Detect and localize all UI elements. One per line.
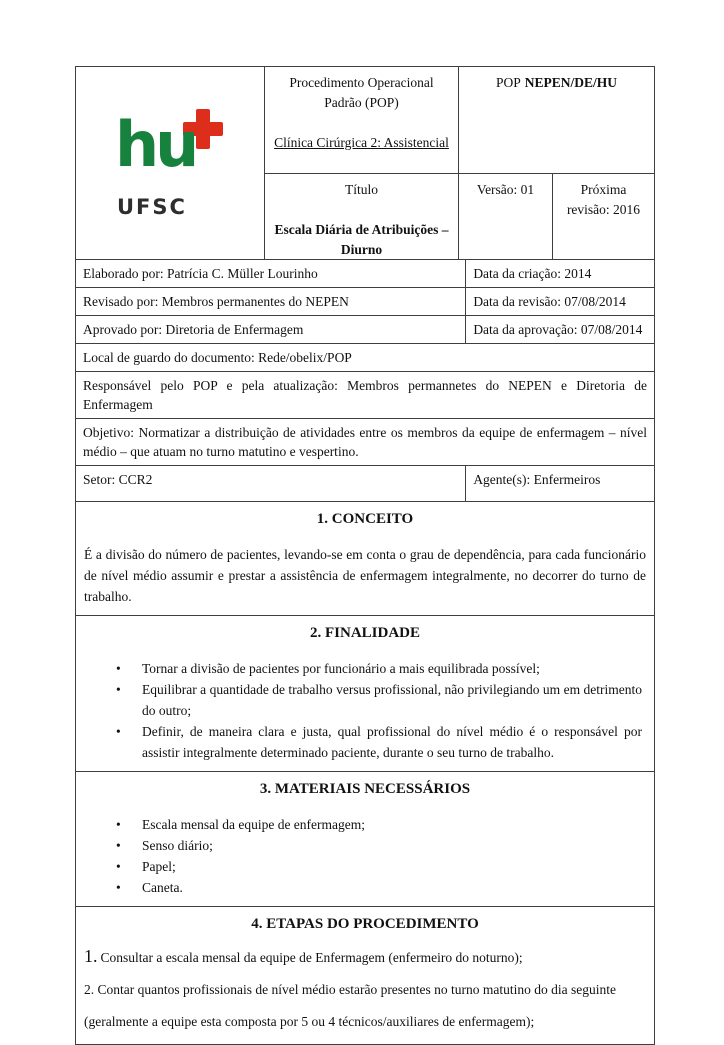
list-item: • Papel; bbox=[142, 856, 642, 877]
step-number: 1. bbox=[84, 946, 98, 966]
finalidade-heading: 2. FINALIDADE bbox=[309, 625, 420, 641]
responsible-text: Responsável pelo POP e pela atualização: Membros permannetes do NEPEN e Diretoria de Enfermagem bbox=[83, 378, 647, 412]
hu-monogram: hu bbox=[115, 108, 196, 181]
sector-row bbox=[76, 466, 654, 502]
pop-code: NEPEN/DE/HU bbox=[524, 75, 618, 90]
version-cell: Versão: 01 bbox=[458, 174, 552, 259]
doc-type-cell bbox=[264, 67, 458, 174]
clinic-name: Clínica Cirúrgica 2: Assistencial bbox=[274, 135, 449, 150]
document-title: Escala Diária de Atribuições – Diurno bbox=[274, 222, 449, 257]
hu-ufsc-logo-icon bbox=[107, 109, 233, 217]
materiais-list bbox=[84, 814, 646, 898]
procedure-step bbox=[84, 946, 646, 968]
storage-row bbox=[76, 344, 654, 372]
title-label: Título bbox=[345, 182, 378, 197]
section-materiais bbox=[76, 772, 654, 907]
list-item: • Escala mensal da equipe de enfermagem; bbox=[142, 814, 642, 835]
conceito-heading: 1. CONCEITO bbox=[316, 511, 414, 527]
sector-text: Setor: CCR2 bbox=[83, 472, 153, 487]
section-conceito bbox=[76, 502, 654, 616]
responsible-row bbox=[76, 372, 654, 419]
revision-date: Data da revisão: 07/08/2014 bbox=[465, 288, 654, 315]
list-item: • Definir, de maneira clara e justa, qual profissional do nível médio é o responsável por assistir integralmente determinado paciente, durante o seu turno de trabalho. bbox=[142, 721, 642, 763]
doc-type-text: Procedimento Operacional Padrão (POP) bbox=[289, 75, 434, 110]
elaborated-row bbox=[76, 260, 654, 288]
elaborated-by: Elaborado por: Patrícia C. Müller Lourinho bbox=[83, 266, 318, 281]
logo-cell bbox=[76, 67, 264, 259]
list-item: • Caneta. bbox=[142, 877, 642, 898]
procedure-step: 2. Contar quantos profissionais de nível médio estarão presentes no turno matutino do dia seguinte bbox=[84, 982, 617, 997]
objective-row bbox=[76, 419, 654, 466]
pop-code-cell bbox=[458, 67, 654, 174]
list-item: • Tornar a divisão de pacientes por funcionário a mais equilibrada possível; bbox=[142, 658, 642, 679]
approved-row bbox=[76, 316, 654, 344]
step-text: Consultar a escala mensal da equipe de Enfermagem (enfermeiro do noturno); bbox=[100, 950, 523, 965]
etapas-heading: 4. ETAPAS DO PROCEDIMENTO bbox=[251, 916, 479, 932]
conceito-body: É a divisão do número de pacientes, levando-se em conta o grau de dependência, para cada funcionário de nível médio assumir e prestar a assistência de enfermagem integralmente, no decorrer do turno de trabalho. bbox=[84, 547, 646, 604]
ufsc-text: UFSC bbox=[117, 195, 187, 219]
creation-date: Data da criação: 2014 bbox=[465, 260, 654, 287]
section-etapas bbox=[76, 907, 654, 1044]
finalidade-list bbox=[84, 658, 646, 763]
revised-by: Revisado por: Membros permanentes do NEPEN bbox=[83, 294, 349, 309]
list-item: • Senso diário; bbox=[142, 835, 642, 856]
revised-row bbox=[76, 288, 654, 316]
agents-text: Agente(s): Enfermeiros bbox=[465, 466, 654, 501]
approved-by: Aprovado por: Diretoria de Enfermagem bbox=[83, 322, 304, 337]
materiais-heading: 3. MATERIAIS NECESSÁRIOS bbox=[259, 781, 471, 797]
storage-location: Local de guardo do documento: Rede/obelix/POP bbox=[83, 350, 352, 365]
procedure-step: (geralmente a equipe esta composta por 5 ou 4 técnicos/auxiliares de enfermagem); bbox=[84, 1014, 535, 1029]
approval-date: Data da aprovação: 07/08/2014 bbox=[465, 316, 654, 343]
document-table bbox=[75, 66, 655, 1045]
next-revision-cell: Próxima revisão: 2016 bbox=[552, 174, 654, 259]
title-cell bbox=[264, 174, 458, 259]
pop-prefix: POP bbox=[495, 75, 521, 90]
section-finalidade bbox=[76, 616, 654, 772]
list-item: • Equilibrar a quantidade de trabalho versus profissional, não privilegiando um em detrimento do outro; bbox=[142, 679, 642, 721]
objective-text: Objetivo: Normatizar a distribuição de atividades entre os membros da equipe de enfermagem – nível médio – que atuam no turno matutino e vespertino. bbox=[83, 425, 647, 459]
document-header bbox=[76, 67, 654, 260]
